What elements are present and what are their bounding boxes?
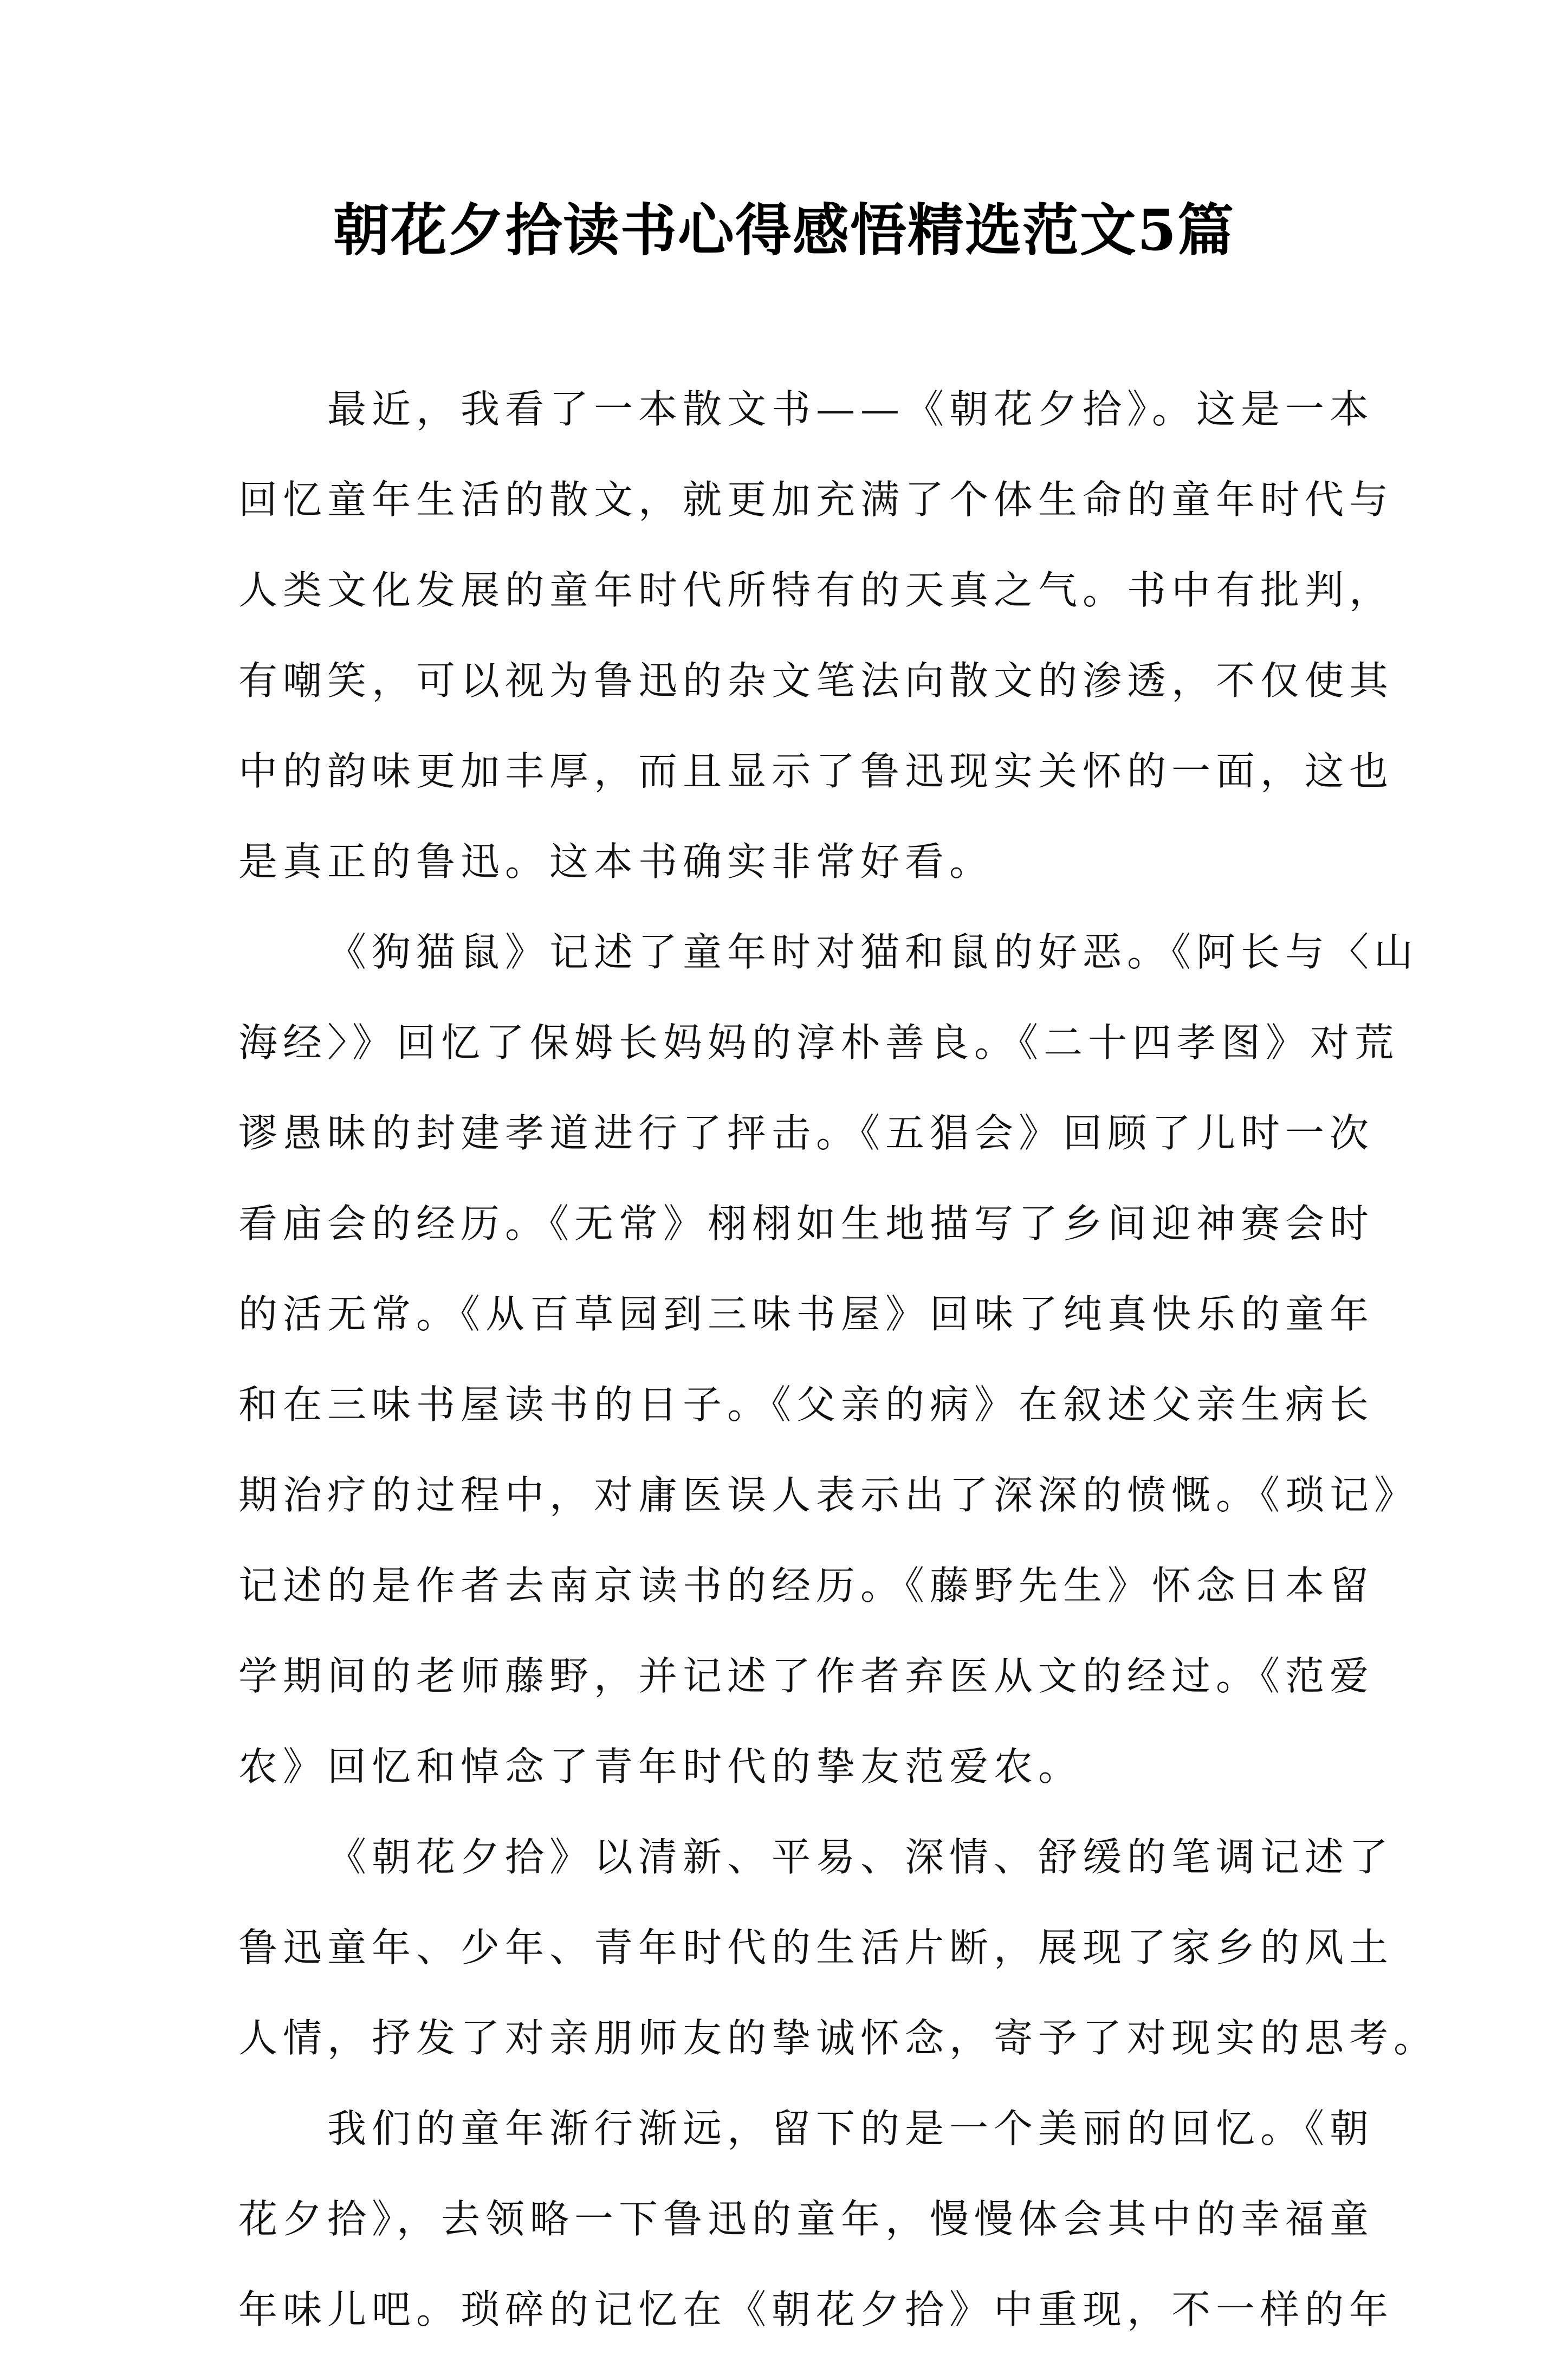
paragraph-line: 是真正的鲁迅。这本书确实非常好看。 (238, 839, 994, 884)
paragraph-line: 最近，我看了一本散文书——《朝花夕拾》。这是一本 (327, 386, 1375, 432)
paragraph-line: 看庙会的经历。《无常》栩栩如生地描写了乡间迎神赛会时 (238, 1201, 1375, 1246)
paragraph-line: 人情，抒发了对亲朋师友的挚诚怀念，寄予了对现实的思考。 (238, 2015, 1439, 2061)
paragraph-1 (238, 364, 1394, 907)
paragraph-line: 海经〉》回忆了保姆长妈妈的淳朴善良。《二十四孝图》对荒 (238, 1020, 1399, 1065)
paragraph-line: 期治疗的过程中，对庸医误人表示出了深深的愤慨。《琐记》 (238, 1472, 1419, 1518)
paragraph-line: 和在三味书屋读书的日子。《父亲的病》在叙述父亲生病长 (238, 1382, 1375, 1427)
paragraph-4 (238, 2084, 1394, 2355)
paragraph-line: 学期间的老师藤野，并记述了作者弃医从文的经过。《范爱 (238, 1653, 1375, 1699)
paragraph-2 (238, 907, 1419, 1812)
paragraph-line: 记述的是作者去南京读书的经历。《藤野先生》怀念日本留 (238, 1563, 1375, 1608)
paragraph-line: 《朝花夕拾》以清新、平易、深情、舒缓的笔调记述了 (327, 1834, 1394, 1880)
paragraph-3 (238, 1812, 1439, 2084)
paragraph-line: 的活无常。《从百草园到三味书屋》回味了纯真快乐的童年 (238, 1291, 1375, 1337)
paragraph-line: 谬愚昧的封建孝道进行了抨击。《五猖会》回顾了儿时一次 (238, 1110, 1375, 1156)
paragraph-line: 花夕拾》，去领略一下鲁迅的童年，慢慢体会其中的幸福童 (238, 2196, 1375, 2242)
paragraph-line: 我们的童年渐行渐远，留下的是一个美丽的回忆。《朝 (327, 2106, 1375, 2151)
document-title: 朝花夕拾读书心得感悟精选范文5篇 (333, 197, 1235, 263)
paragraph-line: 有嘲笑，可以视为鲁迅的杂文笔法向散文的渗透，不仅使其 (238, 658, 1394, 703)
paragraph-line: 年味儿吧。琐碎的记忆在《朝花夕拾》中重现，不一样的年 (238, 2287, 1394, 2332)
paragraph-line: 人类文化发展的童年时代所特有的天真之气。书中有批判， (238, 567, 1394, 613)
paragraph-line: 农》回忆和悼念了青年时代的挚友范爱农。 (238, 1744, 1083, 1789)
paragraph-line: 回忆童年生活的散文，就更加充满了个体生命的童年时代与 (238, 477, 1394, 522)
paragraph-line: 鲁迅童年、少年、青年时代的生活片断，展现了家乡的风土 (238, 1925, 1394, 1970)
paragraph-line: 《狗猫鼠》记述了童年时对猫和鼠的好恶。《阿长与〈山 (327, 929, 1419, 975)
document-body (238, 364, 1439, 2355)
paragraph-line: 中的韵味更加丰厚，而且显示了鲁迅现实关怀的一面，这也 (238, 748, 1394, 794)
